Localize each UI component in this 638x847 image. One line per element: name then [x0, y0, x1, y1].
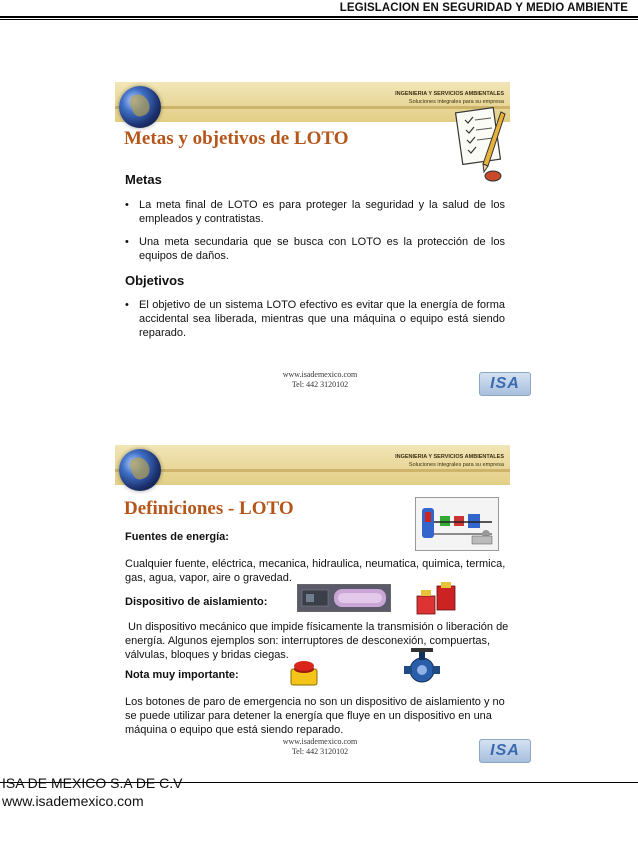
- energy-sources-text: Cualquier fuente, eléctrica, mecanica, hidraulica, neumatica, quimica, termica, gas, agua, vapor, aire o gravedad.: [125, 558, 506, 584]
- slide-title: Definiciones - LOTO: [124, 498, 294, 519]
- objective-item: • El objetivo de un sistema LOTO efectivo es evitar que la energía de forma accidental sea liberada, mientras que una máquina o equipo está siendo reparado.: [125, 299, 505, 339]
- isolation-device-heading: Dispositivo de aislamiento:: [125, 596, 268, 608]
- slide-banner: [115, 82, 510, 122]
- slide-banner: [115, 445, 510, 485]
- important-note-text: Los botones de paro de emergencia no son un dispositivo de aislamiento y no se puede utilizar para detener la energía que fluye en un dispositivo en una máquina o equipo que está siendo reparado.: [125, 696, 505, 736]
- company-tagline: INGENIERIA Y SERVICIOS AMBIENTALES Soluciones integrales para su empresa: [395, 91, 504, 105]
- slide-contact: www.isademexico.com Tel: 442 3120102: [282, 737, 358, 756]
- energy-system-diagram-image: [415, 497, 499, 551]
- blue-valve-icon: [401, 648, 443, 688]
- header-divider: [0, 16, 638, 18]
- company-tagline: INGENIERIA Y SERVICIOS AMBIENTALES Soluciones integrales para su empresa: [395, 454, 504, 468]
- isolation-device-photo: [297, 584, 391, 612]
- globe-icon: [119, 86, 161, 128]
- energy-sources-heading: Fuentes de energía:: [125, 531, 229, 543]
- header-divider-thin: [0, 19, 638, 20]
- isolation-device-text: Un dispositivo mecánico que impide físicamente la transmisión o liberación de energía. Algunos ejemplos son: interruptores de desconexión, compuertas, válvulas, bloques y bridas ciegas.: [125, 621, 509, 661]
- important-note-heading: Nota muy importante:: [125, 669, 239, 681]
- page-footer: [2, 774, 183, 810]
- slide-metas-objetivos: [115, 82, 520, 407]
- globe-icon: [119, 449, 161, 491]
- slide-contact: www.isademexico.com Tel: 442 3120102: [282, 370, 358, 389]
- footer-website[interactable]: www.isademexico.com: [2, 793, 144, 809]
- isa-logo: ISA: [479, 372, 531, 396]
- page-header-title: LEGISLACION EN SEGURIDAD Y MEDIO AMBIENTE: [339, 2, 628, 14]
- goal-item: • La meta final de LOTO es para proteger la seguridad y la salud de los empleados y contratistas.: [125, 199, 505, 225]
- goal-item: • Una meta secundaria que se busca con LOTO es la protección de los equipos de daños.: [125, 236, 505, 262]
- slide-definiciones: [115, 445, 520, 770]
- goals-heading: Metas: [125, 172, 162, 187]
- objectives-heading: Objetivos: [125, 273, 185, 288]
- checklist-pencil-icon: [455, 102, 507, 184]
- slide-title: Metas y objetivos de LOTO: [124, 128, 349, 149]
- footer-company: ISA DE MEXICO S.A DE C.V: [2, 775, 183, 791]
- valve-handles-photo: [415, 580, 459, 616]
- isa-logo: ISA: [479, 739, 531, 763]
- emergency-stop-button-icon: [287, 653, 321, 687]
